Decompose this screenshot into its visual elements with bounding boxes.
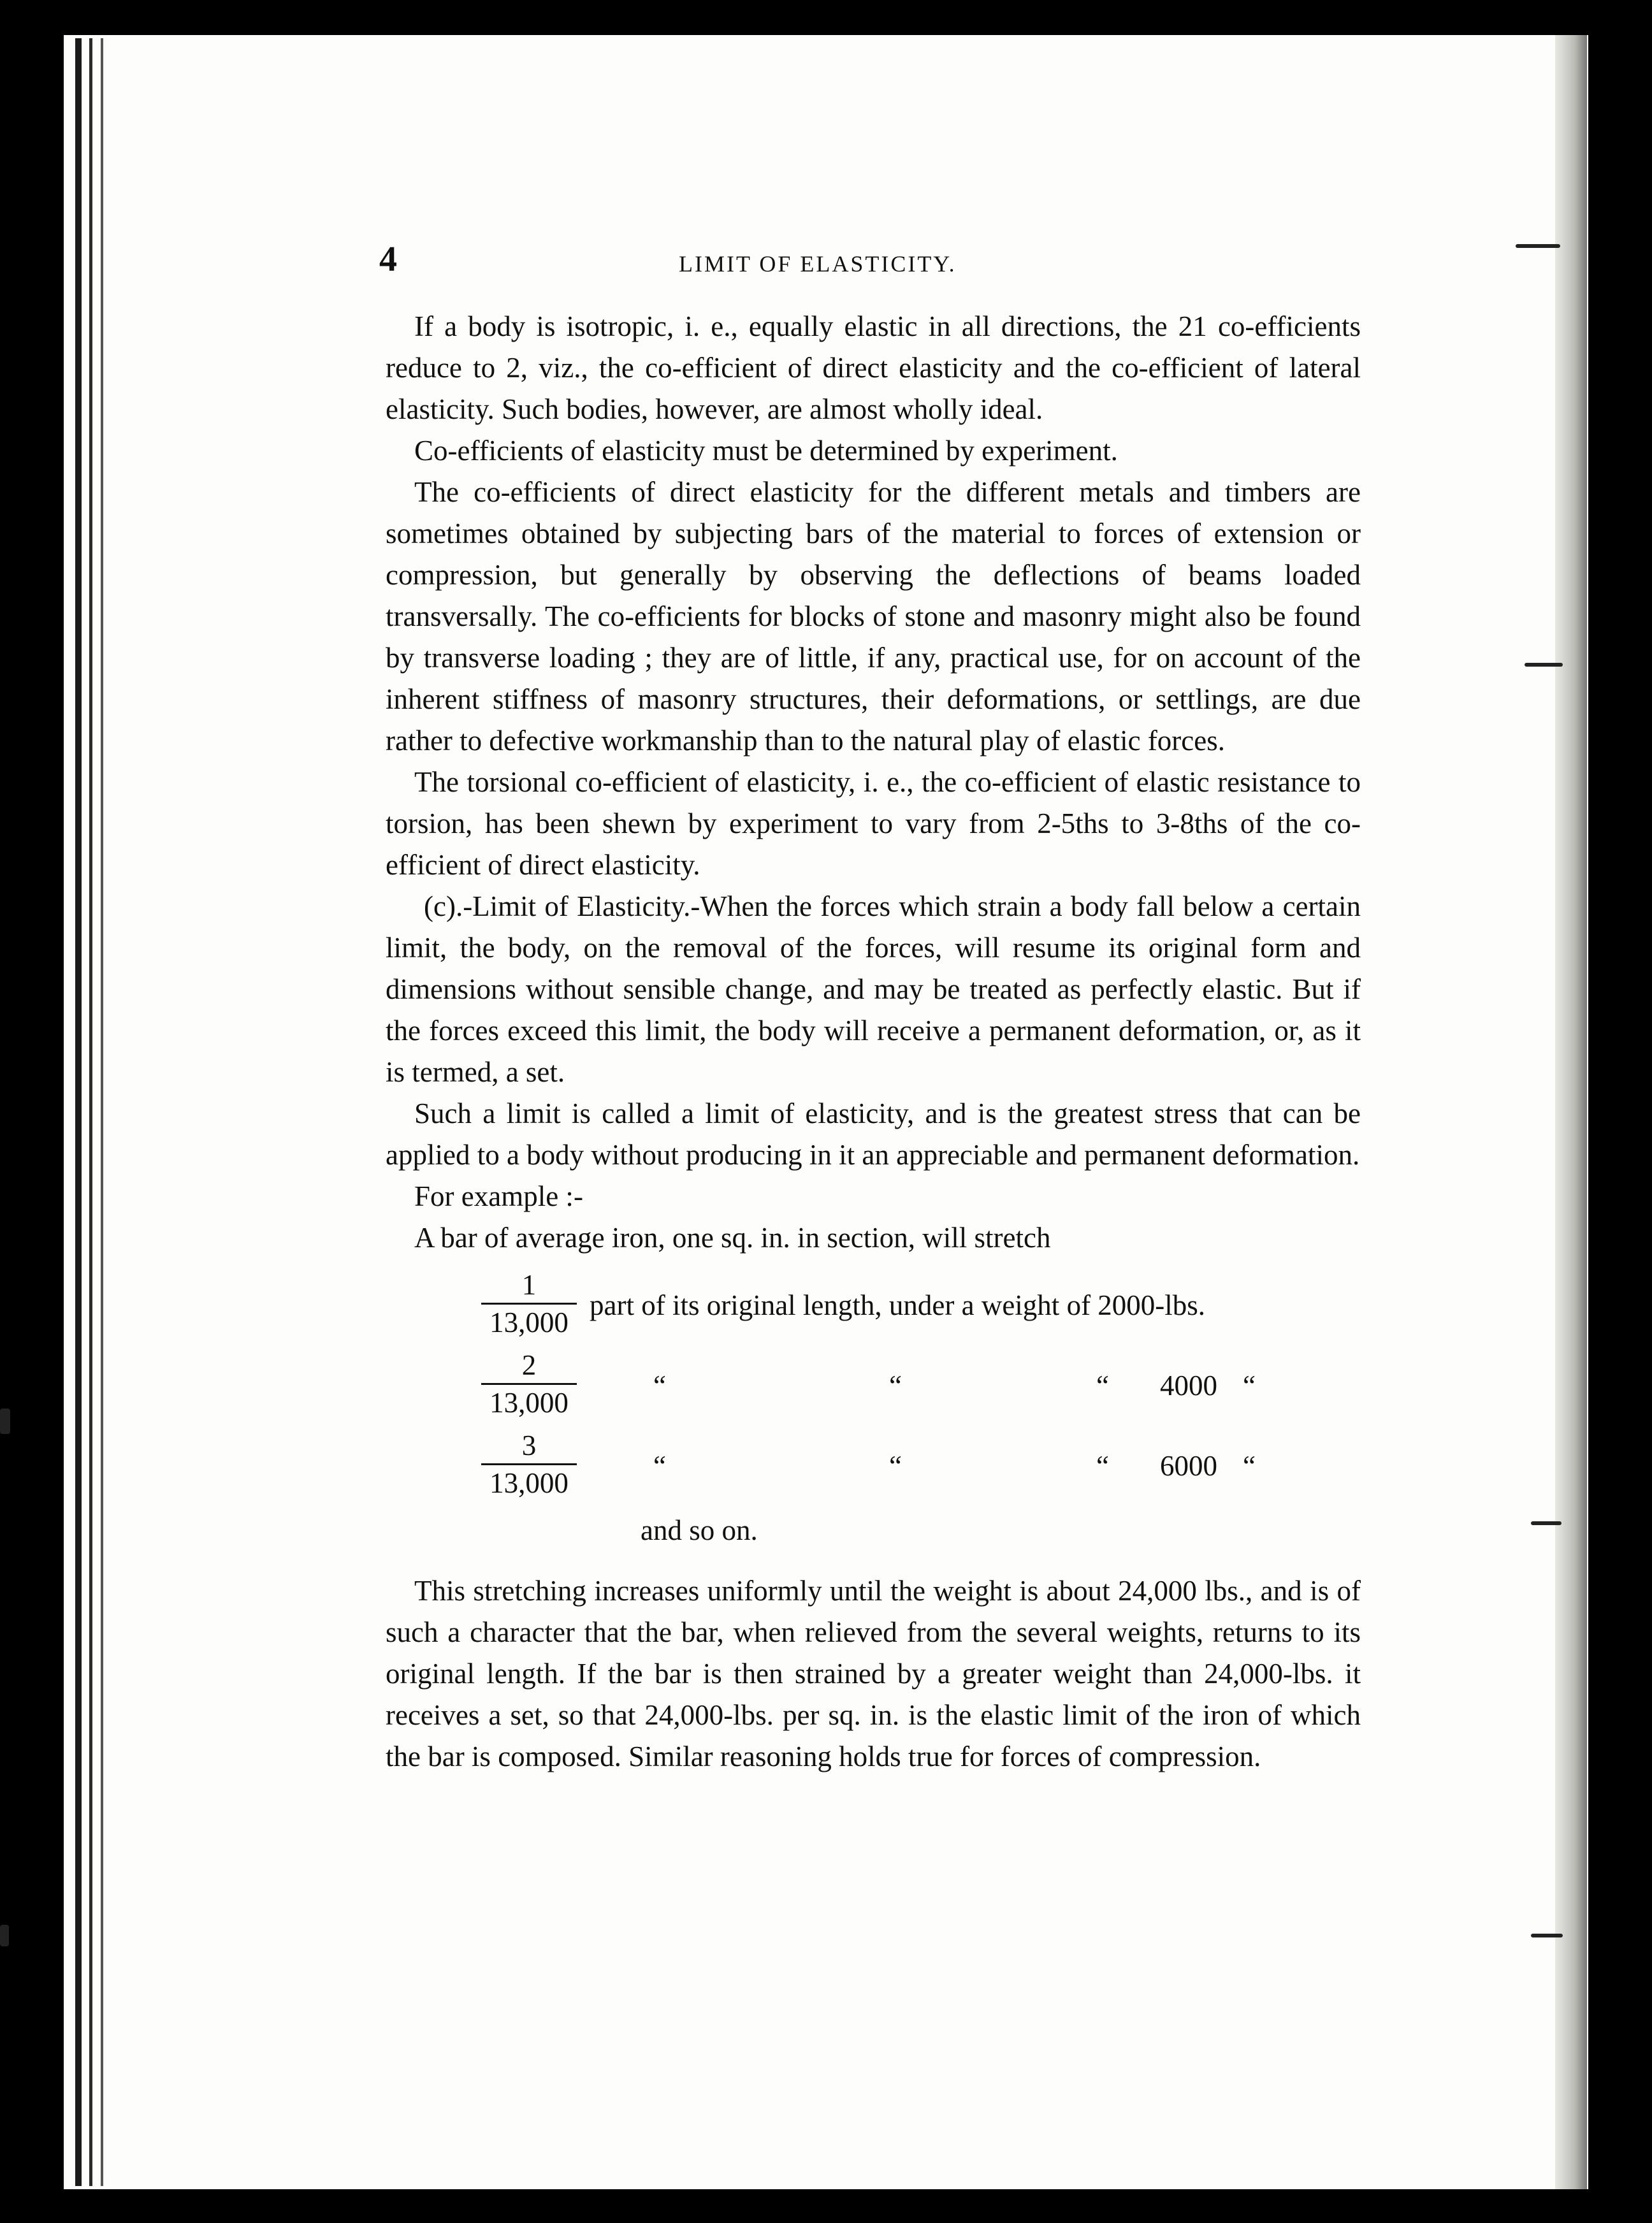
ditto-mark: “ <box>1096 1449 1109 1482</box>
ditto-row <box>577 1426 1265 1506</box>
binding-edge <box>89 38 92 2186</box>
binding-edge <box>75 38 82 2186</box>
binding-edge <box>101 38 103 2186</box>
table-row <box>481 1426 1265 1506</box>
ditto-mark: “ <box>1243 1369 1256 1401</box>
ditto-mark: “ <box>889 1449 902 1482</box>
fraction-text: part of its original length, under a weight of 2000-lbs. <box>590 1289 1206 1321</box>
ditto-mark: “ <box>653 1369 666 1401</box>
page-number: 4 <box>379 240 397 279</box>
edge-mark <box>0 1408 10 1434</box>
paragraph: Co-efficients of elasticity must be determined by experiment. <box>414 435 1118 467</box>
edge-mark <box>1516 244 1560 248</box>
table-row <box>481 1345 1265 1426</box>
paragraph: This stretching increases uniformly until the weight is about 24,000 lbs., and is of such a character that the bar, when relieved from the several weights, returns to its original length. If the bar is then strained by a greater weight than 24,000-lbs. it receives a set, so that 24,000-lbs. per sq. in. is the elastic limit of the iron of which the bar is composed. Similar reasoning holds true for forces of compression. <box>386 1575 1361 1772</box>
paragraph: A bar of average iron, one sq. in. in section, will stretch <box>414 1222 1051 1254</box>
ditto-mark: “ <box>1243 1449 1256 1482</box>
table-row <box>481 1265 1265 1345</box>
paragraph: Such a limit is called a limit of elasticity, and is the greatest stress that can be applied to a body without producing in it an appreciable and permanent deformation. <box>386 1097 1361 1171</box>
ditto-mark: “ <box>1096 1369 1109 1401</box>
and-so-on: and so on. <box>641 1514 758 1546</box>
paragraph: (c).-Limit of Elasticity.-When the forces which strain a body fall below a certain limit, the body, on the removal of the forces, will resume its original form and dimensions without sensible change, and may be treated as perfectly elastic. But if the forces exceed this limit, the body will receive a permanent deformation, or, as it is termed, a set. <box>386 890 1361 1088</box>
fraction: $\frac{2}{13,000}$ <box>481 1347 577 1421</box>
edge-mark <box>1531 1934 1563 1937</box>
running-title: LIMIT OF ELASTICITY. <box>679 251 957 277</box>
weight-value: 6000 <box>1160 1449 1217 1482</box>
ditto-mark: “ <box>653 1449 666 1482</box>
paragraph: The torsional co-efficient of elasticity, i. e., the co-efficient of elastic resistance to torsion, has been shewn by experiment to vary from 2-5ths to 3-8ths of the co-efficient of direct elasticity. <box>386 766 1361 881</box>
weight-value: 4000 <box>1160 1369 1217 1401</box>
edge-mark <box>0 1925 9 1946</box>
page-edge-shadow <box>1555 35 1587 2189</box>
paragraph: For example :- <box>414 1180 583 1212</box>
edge-mark <box>1525 663 1563 667</box>
fraction: $\frac{1}{13,000}$ <box>481 1267 577 1340</box>
fraction-table <box>481 1265 1265 1506</box>
paragraph: The co-efficients of direct elasticity for the different metals and timbers are sometimes obtained by subjecting bars of the material to forces of extension or compression, but generally by observing the deflections of beams loaded transversally. The co-efficients for blocks of stone and masonry might also be found by transverse loading ; they are of little, if any, practical use, for on account of the inherent stiffness of masonry structures, their deformations, or settlings, are due rather to defective workmanship than to the natural play of elastic forces. <box>386 476 1361 757</box>
ditto-mark: “ <box>889 1369 902 1401</box>
running-header <box>379 239 1361 290</box>
ditto-row <box>577 1345 1265 1426</box>
fraction: $\frac{3}{13,000}$ <box>481 1428 577 1501</box>
edge-mark <box>1531 1521 1561 1525</box>
paragraph: If a body is isotropic, i. e., equally elastic in all directions, the 21 co-efficients reduce to 2, viz., the co-efficient of direct elasticity and the co-efficient of lateral elasticity. Such bodies, however, are almost wholly ideal. <box>386 310 1361 425</box>
body-text <box>386 306 1361 1778</box>
